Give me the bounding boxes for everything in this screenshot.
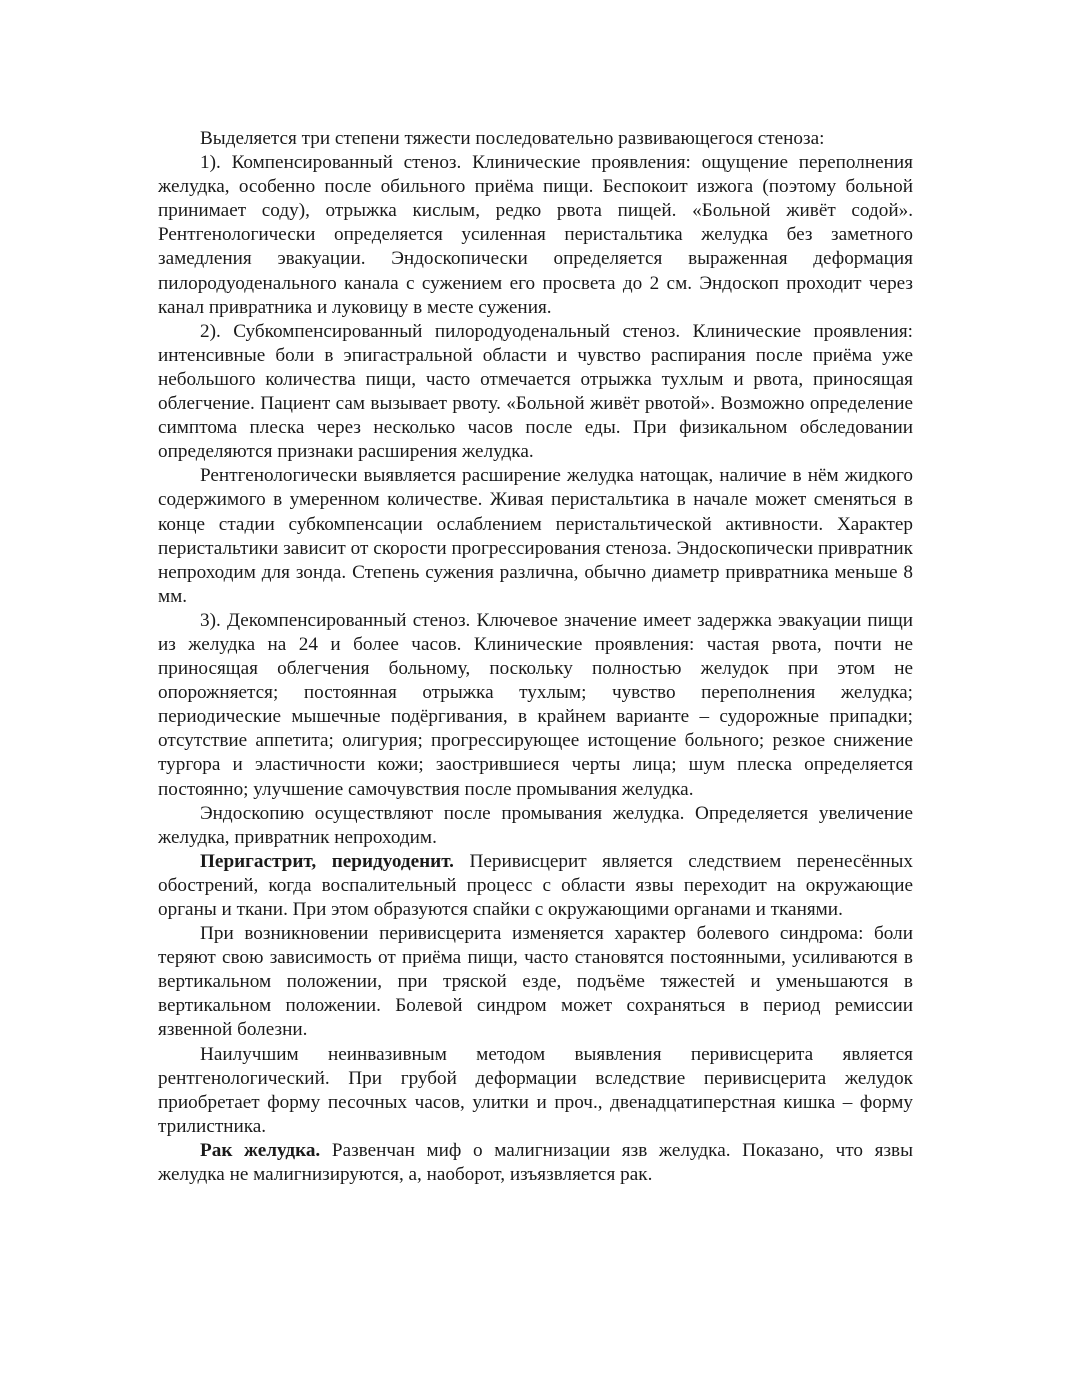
paragraph-cancer-heading: Рак желудка. [200,1139,321,1161]
paragraph-intro [158,127,913,151]
paragraph-cancer-text: Развенчан миф о малигнизации язв желудка. Показано, что язвы желудка не малигнизируются, а, наоборот, изъязвляется рак. [158,1139,913,1186]
paragraph-subcompensated-stenosis [158,320,913,465]
paragraph-perigastritis [158,850,913,922]
document-page [158,127,913,1187]
paragraph-subcompensated-text: 2). Субкомпенсированный пилородуоденальный стеноз. Клинические проявления: интенсивные боли в эпигастральной области и чувство распирания после приёма уже небольшого количества пищи, часто отмечается отрыжка тухлым и рвота, приносящая облегчение. Пациент сам вызывает рвоту. «Больной живёт рвотой». Возможно определение симптома плеска через несколько часов после еды. При физикальном обследовании определяются признаки расширения желудка. [158,320,913,463]
paragraph-perigastritis-text: Перивисцерит является следствием перенесённых обострений, когда воспалительный процесс с области язвы переходит на окружающие органы и ткани. При этом образуются спайки с окружающими органами и тканями. [158,850,913,920]
paragraph-endoscopy-text: Эндоскопию осуществляют после промывания желудка. Определяется увеличение желудка, привратник непроходим. [158,802,913,848]
paragraph-decompensated-text: 3). Декомпенсированный стеноз. Ключевое значение имеет задержка эвакуации пищи из желудка на 24 и более часов. Клинические проявления: частая рвота, почти не приносящая облегчения больному, поскольку полностью желудок при этом не опорожняется; постоянная отрыжка тухлым; чувство переполнения желудка; периодические мышечные подёргивания, в крайнем варианте – судорожные припадки; отсутствие аппетита; олигурия; прогрессирующее истощение больного; резкое снижение тургора и эластичности кожи; заострившиеся черты лица; шум плеска определяется постоянно; улучшение самочувствия после промывания желудка. [158,609,913,800]
paragraph-gastric-cancer [158,1139,913,1187]
paragraph-diagnostics-text: Наилучшим неинвазивным методом выявления перивисцерита является рентгенологический. При грубой деформации вследствие перивисцерита желудок приобретает форму песочных часов, улитки и проч., двенадцатиперстная кишка – форму трилистника. [158,1043,913,1137]
paragraph-endoscopy [158,802,913,850]
paragraph-radiology-text: Рентгенологически выявляется расширение желудка натощак, наличие в нём жидкого содержимого в умеренном количестве. Живая перистальтика в начале может сменяться в конце стадии субкомпенсации ослаблением перистальтической активности. Характер перистальтики зависит от скорости прогрессирования стеноза. Эндоскопически привратник непроходим для зонда. Степень сужения различна, обычно диаметр привратника меньше 8 мм. [158,465,913,607]
paragraph-decompensated-stenosis [158,609,913,802]
paragraph-perigastritis-heading: Перигастрит, перидуоденит. [200,850,454,872]
paragraph-pain-syndrome [158,922,913,1042]
paragraph-diagnostics [158,1043,913,1139]
paragraph-intro-text: Выделяется три степени тяжести последовательно развивающегося стеноза: [200,128,825,149]
paragraph-pain-text: При возникновении перивисцерита изменяется характер болевого синдрома: боли теряют свою зависимость от приёма пищи, часто становятся постоянными, усиливаются в вертикальном положении, при тряской езде, подъёме тяжестей и уменьшаются в вертикальном положении. Болевой синдром может сохраняться в период ремиссии язвенной болезни. [158,923,913,1041]
paragraph-radiology [158,464,913,609]
paragraph-compensated-text: 1). Компенсированный стеноз. Клинические проявления: ощущение переполнения желудка, особенно после обильного приёма пищи. Беспокоит изжога (поэтому больной принимает соду), отрыжка кислым, редко рвота пищей. «Больной живёт содой». Рентгенологически определяется усиленная перистальтика желудка без заметного замедления эвакуации. Эндоскопически определяется выраженная деформация пилородуоденального канала с сужением его просвета до 2 см. Эндоскоп проходит через канал привратника и луковицу в месте сужения. [158,152,913,318]
paragraph-compensated-stenosis [158,151,913,320]
